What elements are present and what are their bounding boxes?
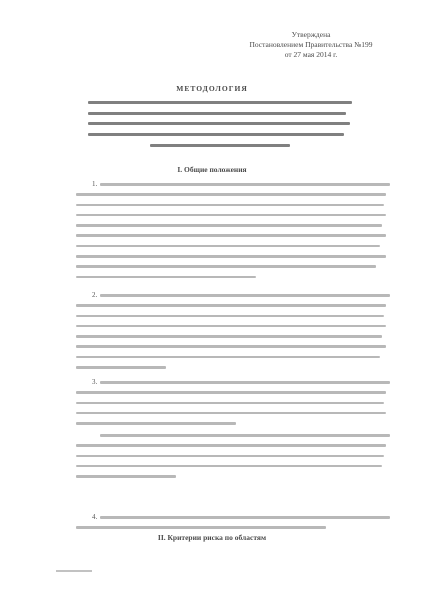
footer-mark	[56, 570, 92, 572]
approval-line-3: от 27 мая 2014 г.	[284, 50, 338, 59]
section-heading-1: I. Общие положения	[177, 165, 247, 174]
paragraph-number-3: 3.	[92, 378, 98, 386]
paragraph-3	[76, 381, 386, 432]
paragraph-number-2: 2.	[92, 291, 98, 299]
paragraph-2	[76, 294, 386, 376]
approval-stamp	[236, 30, 386, 60]
paragraph-1	[76, 183, 386, 286]
paragraph-number-1: 1.	[92, 180, 98, 188]
document-title: МЕТОДОЛОГИЯ	[176, 84, 248, 93]
paragraph-3-continued	[76, 434, 386, 485]
document-subtitle	[88, 101, 352, 154]
approval-line-2: Постановлением Правительства №199	[249, 40, 373, 49]
section-heading-2: II. Критерии риска по областям	[157, 533, 267, 542]
paragraph-number-4: 4.	[92, 513, 98, 521]
approval-line-1: Утверждена	[291, 30, 331, 39]
